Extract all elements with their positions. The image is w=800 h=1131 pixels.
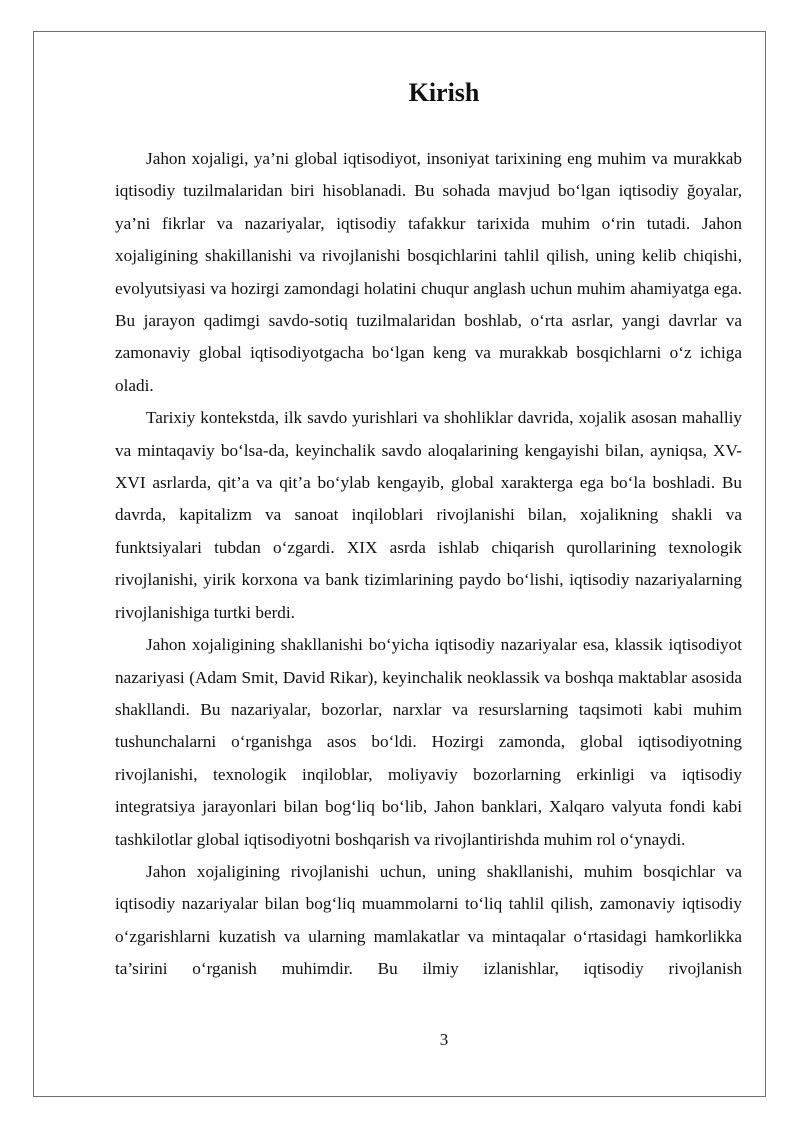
paragraph-4: Jahon xojaligining rivojlanishi uchun, uning shakllanishi, muhim bosqichlar va iqtisodiy nazariyalar bilan bog‘liq muammolarni to‘liq tahlil qilish, zamonaviy iqtisodiy o‘zgarishlarni kuzatish va ularning mamlakatlar va mintaqalar o‘rtasidagi hamkorlikka ta’sirini o‘rganish muhimdir. Bu ilmiy izlanishlar, iqtisodiy rivojlanish	[115, 861, 742, 979]
paragraph-2: Tarixiy kontekstda, ilk savdo yurishlari va shohliklar davrida, xojalik asosan mahalliy va mintaqaviy bo‘lsa-da, keyinchalik savdo aloqalarining kengayishi bilan, ayniqsa, XV-XVI asrlarda, qit’a va qit’a bo‘ylab kengayib, global xarakterga ega bo‘la boshladi. Bu davrda, kapitalizm va sanoat inqiloblari rivojlanishi bilan, xojalikning shakli va funktsiyalari tubdan o‘zgardi. XIX asrda ishlab chiqarish qurollarining texnologik rivojlanishi, yirik korxona va bank tizimlarining paydo bo‘lishi, iqtisodiy nazariyalarning rivojlanishiga turtki berdi.	[115, 408, 742, 622]
page-number: 3	[439, 1030, 449, 1049]
paragraph-1: Jahon xojaligi, ya’ni global iqtisodiyot, insoniyat tarixining eng muhim va murakkab iqtisodiy tuzilmalaridan biri hisoblanadi. Bu sohada mavjud bo‘lgan iqtisodiy ğoyalar, ya’ni fikrlar va nazariyalar, iqtisodiy tafakkur tarixida muhim o‘rin tutadi. Jahon xojaligining shakillanishi va rivojlanishi bosqichlarini tahlil qilish, uning kelib chiqishi, evolyutsiyasi va hozirgi zamondagi holatini chuqur anglash uchun muhim ahamiyatga ega. Bu jarayon qadimgi savdo-sotiq tuzilmalaridan boshlab, o‘rta asrlar, yangi davrlar va zamonaviy global iqtisodiyotgacha bo‘lgan keng va murakkab bosqichlarni o‘z ichiga oladi.	[115, 149, 742, 395]
page-title: Kirish	[408, 78, 480, 107]
document-body	[115, 143, 742, 986]
paragraph-3: Jahon xojaligining shakllanishi bo‘yicha iqtisodiy nazariyalar esa, klassik iqtisodiyot nazariyasi (Adam Smit, David Rikar), keyinchalik neoklassik va boshqa maktablar asosida shakllandi. Bu nazariyalar, bozorlar, narxlar va resurslarning taqsimoti kabi muhim tushunchalarni o‘rganishga asos bo‘ldi. Hozirgi zamonda, global iqtisodiyotning rivojlanishi, texnologik inqiloblar, moliyaviy bozorlarning erkinligi va iqtisodiy integratsiya jarayonlari bilan bog‘liq bo‘lib, Jahon banklari, Xalqaro valyuta fondi kabi tashkilotlar global iqtisodiyotni boshqarish va rivojlantirishda muhim rol o‘ynaydi.	[115, 635, 742, 849]
